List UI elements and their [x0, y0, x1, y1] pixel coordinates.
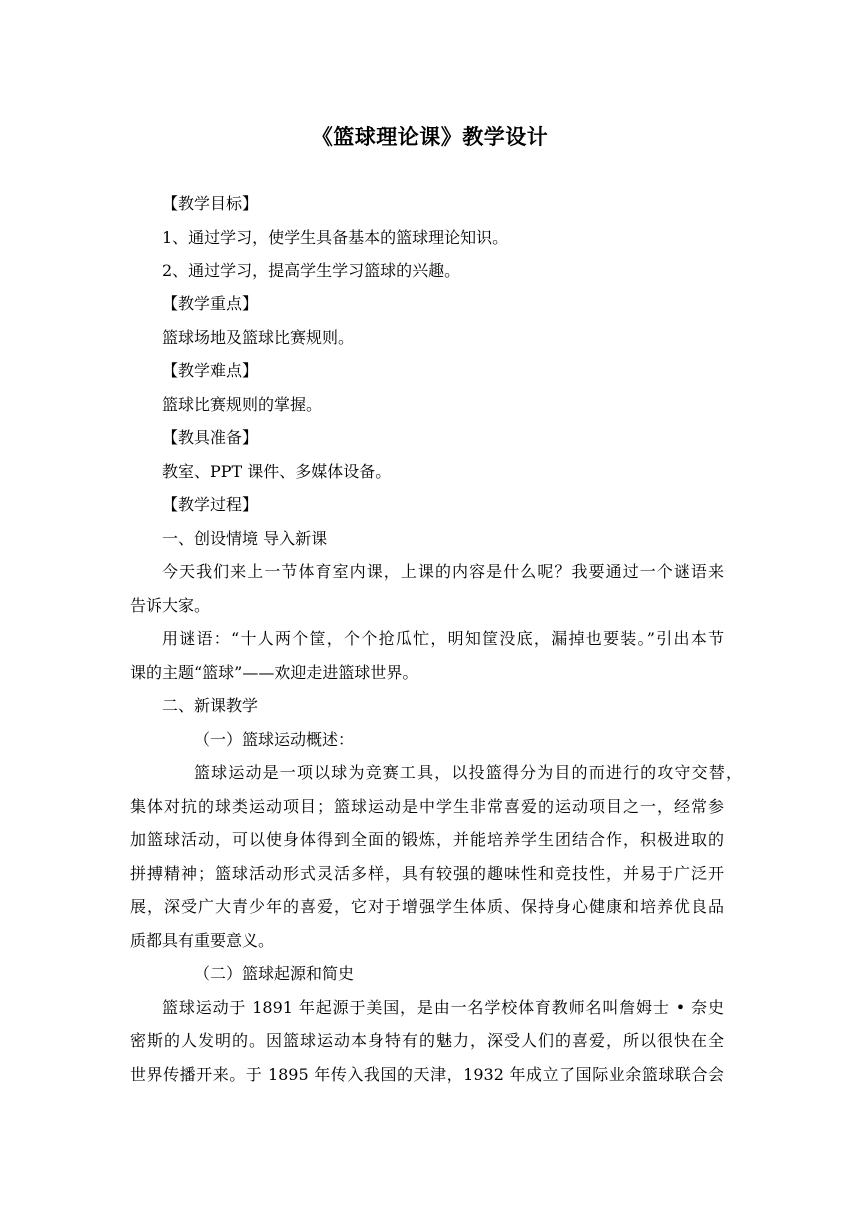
- objective-item-2: 2、通过学习，提高学生学习篮球的兴趣。: [162, 261, 461, 280]
- paragraph-line: 今天我们来上一节体育室内课，上课的内容是什么呢？我要通过一个谜语来: [162, 562, 724, 581]
- paragraph-line: 质都具有重要意义。: [130, 931, 275, 950]
- document-title: 《篮球理论课》教学设计: [311, 125, 549, 149]
- key-points-text: 篮球场地及篮球比赛规则。: [162, 328, 355, 347]
- paragraph-line: 篮球运动于 1891 年起源于美国，是由一名学校体育教师名叫詹姆士 • 奈史: [162, 998, 724, 1017]
- paragraph-line: 密斯的人发明的。因篮球运动本身特有的魅力，深受人们的喜爱，所以很快在全: [130, 1031, 724, 1050]
- paragraph-line: 世界传播开来。于 1895 年传入我国的天津，1932 年成立了国际业余篮球联合会: [130, 1065, 724, 1084]
- paragraph-line: 用谜语：“十人两个筐，个个抢瓜忙，明知筐没底，漏掉也要装。”引出本节: [162, 629, 724, 648]
- paragraph-line: 篮球运动是一项以球为竞赛工具，以投篮得分为目的而进行的攻守交替，: [194, 763, 742, 782]
- paragraph-line: 展，深受广大青少年的喜爱，它对于增强学生体质、保持身心健康和培养优良品: [130, 897, 724, 916]
- paragraph-line: 加篮球活动，可以使身体得到全面的锻炼，并能培养学生团结合作，积极进取的: [130, 830, 724, 849]
- subheading-history: （二）篮球起源和简史: [194, 964, 355, 983]
- difficulties-text: 篮球比赛规则的掌握。: [162, 395, 323, 414]
- section-heading-process: 【教学过程】: [162, 495, 259, 514]
- subheading-introduction: 一、创设情境 导入新课: [162, 529, 328, 548]
- objective-item-1: 1、通过学习，使学生具备基本的篮球理论知识。: [162, 228, 509, 247]
- paragraph-line: 课的主题“篮球”——欢迎走进篮球世界。: [130, 663, 419, 682]
- materials-text: 教室、PPT 课件、多媒体设备。: [162, 462, 392, 481]
- paragraph-line: 拼搏精神；篮球活动形式灵活多样，具有较强的趣味性和竞技性，并易于广泛开: [130, 864, 724, 883]
- paragraph-line: 告诉大家。: [130, 596, 211, 615]
- section-heading-materials: 【教具准备】: [162, 428, 259, 447]
- subheading-overview: （一）篮球运动概述：: [194, 730, 355, 749]
- section-heading-objectives: 【教学目标】: [162, 194, 259, 213]
- paragraph-line: 集体对抗的球类运动项目；篮球运动是中学生非常喜爱的运动项目之一，经常参: [130, 797, 724, 816]
- subheading-new-lesson: 二、新课教学: [162, 696, 259, 715]
- section-heading-key-points: 【教学重点】: [162, 294, 259, 313]
- section-heading-difficulties: 【教学难点】: [162, 361, 259, 380]
